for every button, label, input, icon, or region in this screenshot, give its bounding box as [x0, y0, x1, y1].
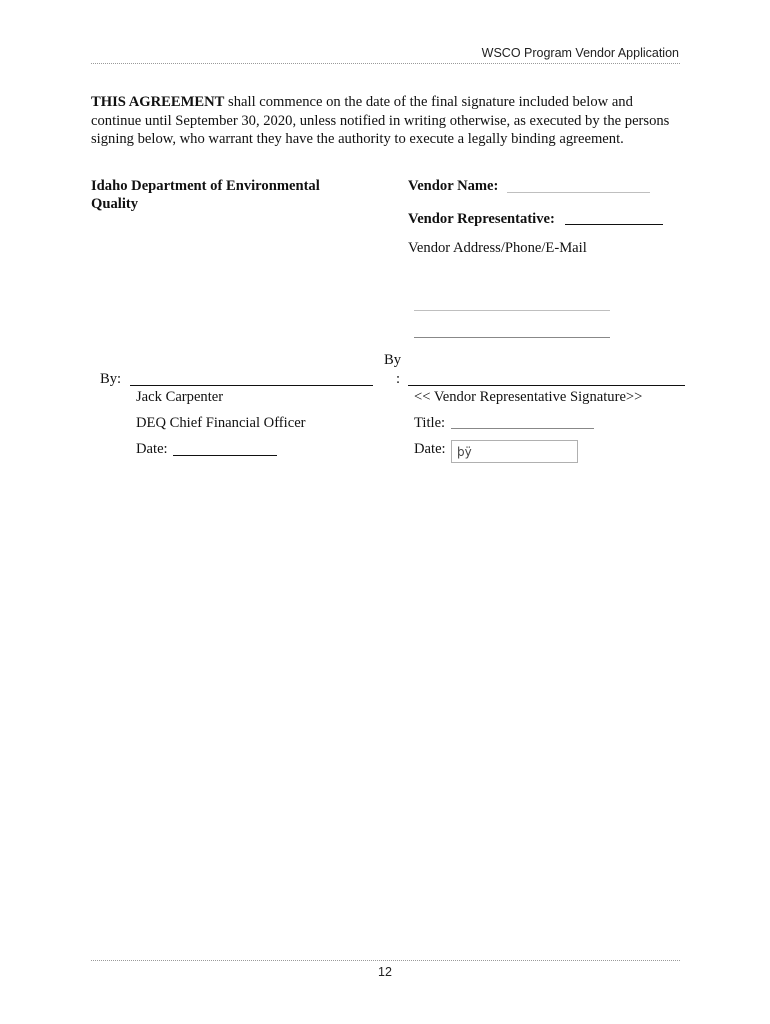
left-by-label: By:: [100, 371, 122, 387]
vendor-signature-line[interactable]: [408, 385, 685, 386]
page-number: 12: [378, 965, 392, 979]
left-signature-line[interactable]: [130, 385, 373, 386]
vendor-signature-caption: << Vendor Representative Signature>>: [414, 389, 643, 405]
vendor-address-field-1[interactable]: [414, 310, 610, 311]
agreement-intro: [91, 93, 671, 149]
vendor-representative-field[interactable]: [565, 224, 663, 225]
left-signer-name: Jack Carpenter: [136, 389, 224, 405]
header-rule: [91, 63, 680, 64]
right-by-colon: :: [396, 371, 401, 387]
footer-rule: [91, 960, 680, 961]
left-org-name-line2: Quality: [91, 196, 139, 212]
left-date-label: Date:: [136, 441, 168, 457]
vendor-title-label: Title:: [414, 415, 446, 431]
vendor-date-label: Date:: [414, 441, 446, 457]
page-header: WSCO Program Vendor Application: [481, 46, 679, 60]
left-org-name-line1: Idaho Department of Environmental: [91, 178, 320, 194]
right-by-label: By: [384, 352, 402, 368]
vendor-title-field[interactable]: [451, 428, 594, 429]
agreement-text: shall commence on the date of the final signature included below and continue until September 30, 2020, unless notified in writing otherwise, as executed by the persons signing below, who warrant they have the authority to execute a legally binding agreement.: [91, 94, 670, 147]
left-date-field[interactable]: [173, 455, 277, 456]
vendor-address-field-2[interactable]: [414, 337, 610, 338]
vendor-date-input[interactable]: þÿ: [451, 440, 578, 463]
vendor-name-label: Vendor Name:: [408, 178, 499, 194]
agreement-lead: THIS AGREEMENT: [91, 94, 225, 110]
left-signer-title: DEQ Chief Financial Officer: [136, 415, 306, 431]
vendor-name-field[interactable]: [507, 192, 650, 193]
vendor-representative-label: Vendor Representative:: [408, 211, 555, 227]
vendor-address-label: Vendor Address/Phone/E-Mail: [408, 240, 587, 256]
